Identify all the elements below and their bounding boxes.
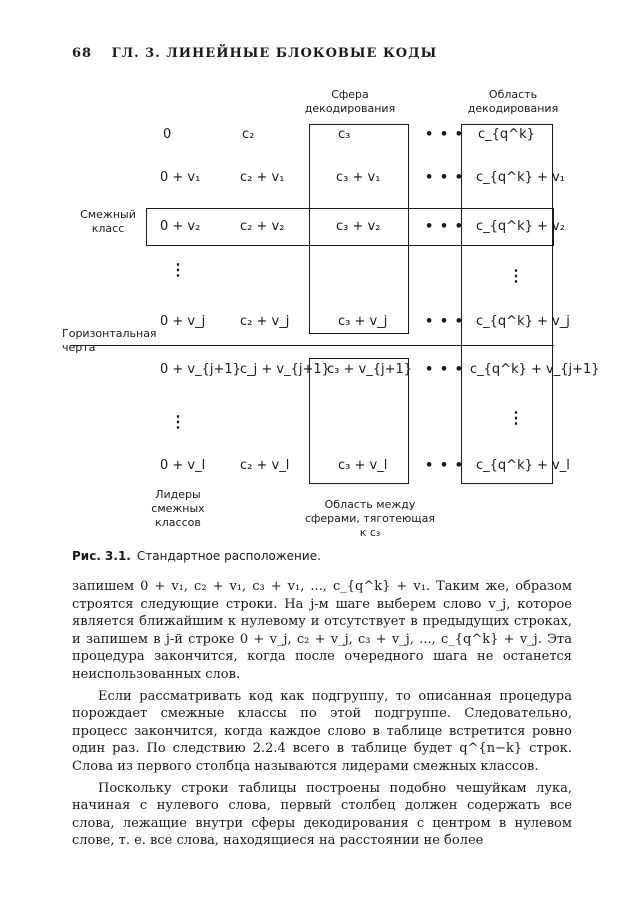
vdots-upper-right: ⋮ <box>508 266 524 285</box>
cell-r2-c3: c₃ + v₂ <box>336 219 381 234</box>
cell-r0-c3: c₃ <box>338 127 351 142</box>
hdots-r0: • • • <box>425 127 464 142</box>
cell-r2-c2: c₂ + v₂ <box>240 219 285 234</box>
body-text <box>72 578 572 850</box>
horizontal-line <box>70 345 554 346</box>
vdots-upper-left: ⋮ <box>170 260 186 279</box>
cell-r0-c4: c_{q^k} <box>478 127 535 142</box>
page-number: 68 <box>72 46 93 61</box>
cell-r2-c4: c_{q^k} + v₂ <box>476 219 565 234</box>
cell-r2-c1: 0 + v₂ <box>160 219 201 234</box>
cell-r3-c4: c_{q^k} + v_j <box>476 314 570 329</box>
vdots-lower-right: ⋮ <box>508 408 524 427</box>
cell-r4-c1: 0 + v_{j+1} <box>160 362 241 377</box>
hdots-r3: • • • <box>425 314 464 329</box>
cell-r0-c2: c₂ <box>242 127 255 142</box>
cell-r1-c2: c₂ + v₁ <box>240 170 285 185</box>
cell-r4-c3: c₃ + v_{j+1} <box>327 362 413 377</box>
cell-r4-c2: c_j + v_{j+1} <box>240 362 330 377</box>
cell-r5-c3: c₃ + v_l <box>338 458 388 473</box>
label-decoding-region: Область декодирования <box>467 88 559 115</box>
chapter-title: ГЛ. 3. ЛИНЕЙНЫЕ БЛОКОВЫЕ КОДЫ <box>111 46 438 61</box>
hdots-r5: • • • <box>425 458 464 473</box>
hdots-r2: • • • <box>425 219 464 234</box>
cell-r0-c1: 0 <box>163 127 172 142</box>
cell-r3-c1: 0 + v_j <box>160 314 206 329</box>
label-horizontal-line: Горизонтальная черта <box>62 327 157 354</box>
cell-r3-c2: c₂ + v_j <box>240 314 290 329</box>
label-coset-leaders: Лидеры смежных классов <box>151 488 205 529</box>
caption-number: Рис. 3.1. <box>72 549 131 563</box>
paragraph-2: Если рассматривать код как подгруппу, то описанная процедура порождает смежные классы по этой подгруппе. Следовательно, процесс закончится, когда каждое слово в таблице встретится ровно один раз. По следствию 2.2.4 всего в таблице будет q^{n−k} строк. Слова из первого столбца называются лидерами смежных классов. <box>72 688 572 774</box>
caption-text: Стандартное расположение. <box>136 549 321 563</box>
cell-r5-c4: c_{q^k} + v_l <box>476 458 570 473</box>
cell-r4-c4: c_{q^k} + v_{j+1} <box>470 362 600 377</box>
cell-r5-c1: 0 + v_l <box>160 458 206 473</box>
cell-r1-c3: c₃ + v₁ <box>336 170 381 185</box>
cell-r3-c3: c₃ + v_j <box>338 314 388 329</box>
cell-r1-c1: 0 + v₁ <box>160 170 201 185</box>
label-coset: Смежный класс <box>80 208 136 235</box>
paragraph-1: запишем 0 + v₁, c₂ + v₁, c₃ + v₁, ..., c_{q^k} + v₁. Таким же, образом строятся следующие строки. На j-м шаге выберем слово v_j, которое является ближайшим к нулевому и отсутствует в предыдущих строках, и запишем в j-й строке 0 + v_j, c₂ + v_j, c₃ + v_j, ..., c_{q^k} + v_j. Эта процедура закончится, когда после очередного шага не останется неиспользованных слов. <box>72 579 572 682</box>
vdots-lower-left: ⋮ <box>170 412 186 431</box>
figure-caption <box>72 549 321 563</box>
label-between-spheres: Область между сферами, тяготеющая к c₃ <box>304 498 436 539</box>
paragraph-3: Поскольку строки таблицы построены подобно чешуйкам лука, начиная с нулевого слова, первый столбец должен содержать все слова, лежащие внутри сферы декодирования с центром в нулевом слове, т. е. все слова, находящиеся на расстоянии не более <box>72 780 572 849</box>
cell-r5-c2: c₂ + v_l <box>240 458 290 473</box>
cell-r1-c4: c_{q^k} + v₁ <box>476 170 565 185</box>
label-decoding-sphere: Сфера декодирования <box>304 88 396 115</box>
hdots-r1: • • • <box>425 170 464 185</box>
hdots-r4: • • • <box>425 362 464 377</box>
